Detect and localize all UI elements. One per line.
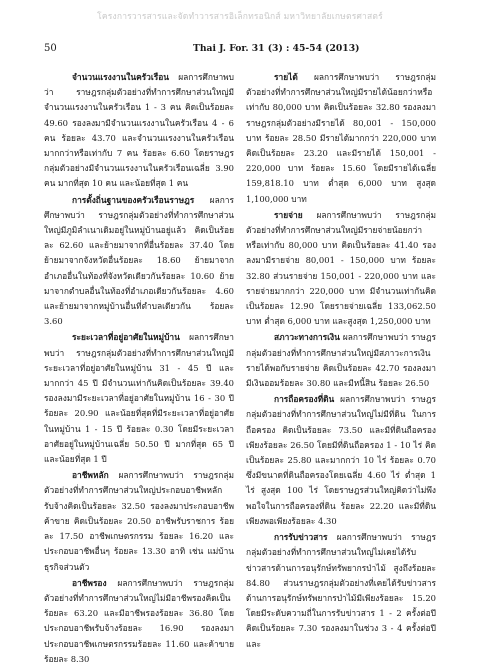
paragraph-heading: รายได้ bbox=[274, 72, 298, 82]
paragraph-body: ผลการศึกษาพบว่า ราษฎรกลุ่มตัวอย่างที่ทำการศึกษาส่วนใหญ่ไม่มีอาชีพรองคิดเป็นร้อยละ 63.20 และมีอาชีพรองร้อยละ 36.80 โดยประกอบอาชีพรับจ้างร้อยละ 16.90 รองลงมาประกอบอาชีพเกษตรกรรมร้อยละ 11.60 และค้าขายร้อยละ 8.30 bbox=[44, 577, 234, 664]
paragraph-body: ผลการศึกษาพบว่า ราษฎรกลุ่มตัวอย่างที่ทำการศึกษาส่วนใหญ่มีภูมิลำเนาเดิมอยู่ในหมู่บ้านอยู่แล้ว คิดเป็นร้อยละ 62.60 และย้ายมาจากที่อื่นร้อยละ 37.40 โดยย้ายมาจากจังหวัดอื่นร้อยละ 18.60 ย้ายมาจากอำเภออื่นในท้องที่จังหวัดเดียวกันร้อยละ 10.60 ย้ายมาจากตำบลอื่นในท้องที่อำเภอเดียวกันร้อยละ 4.60 และย้ายมาจากหมู่บ้านอื่นที่ตำบลเดียวกัน ร้อยละ 3.60 bbox=[44, 194, 234, 327]
paragraph-body: ผลการศึกษาพบว่า ราษฎรกลุ่มตัวอย่างที่ทำการศึกษาส่วนใหญ่ประกอบอาชีพหลักรับจ้างคิดเป็นร้อยละ 32.50 รองลงมาประกอบอาชีพค้าขาย คิดเป็นร้อยละ 20.50 อาชีพรับราชการ ร้อยละ 17.50 อาชีพเกษตรกรรม ร้อยละ 16.20 และประกอบอาชีพอื่นๆ ร้อยละ 13.30 อาทิ เช่น แม่บ้าน ธุรกิจส่วนตัว bbox=[44, 470, 234, 572]
paragraph-heading: การรับข่าวสาร bbox=[274, 532, 328, 543]
right-column bbox=[246, 70, 436, 653]
left-column bbox=[44, 70, 234, 668]
paragraph-heading: อาชีพรอง bbox=[72, 577, 107, 588]
paragraph-body: ผลการศึกษาพบว่า ราษฎรกลุ่มตัวอย่างที่ทำการศึกษาส่วนใหญ่ไม่มีที่ดิน ในการถือครอง คิดเป็นร้อยละ 73.50 และมีที่ดินถือครองเพียงร้อยละ 26.50 โดยมีที่ดินถือครอง 1 - 10 ไร่ คิดเป็นร้อยละ 25.80 และมากกว่า 10 ไร่ ร้อยละ 0.70 ซึ่งมีขนาดที่ดินถือครองโดยเฉลี่ย 4.60 ไร่ ต่ำสุด 1 ไร่ สูงสุด 100 ไร่ โดยราษฎรส่วนใหญ่คิดว่าไม่พึงพอใจในการถือครองที่ดิน ร้อยละ 22.20 และมีที่ดินเพียงพอเพียงร้อยละ 4.30 bbox=[246, 394, 436, 526]
paragraph-heading: อาชีพหลัก bbox=[72, 470, 109, 481]
paragraph-body: ผลการศึกษาพบว่า ราษฎรกลุ่มตัวอย่างที่ทำการศึกษาส่วนใหญ่มีจำนวนแรงงานในครัวเรือน 1 - 3 คน คิดเป็นร้อยละ 49.60 รองลงมามีจำนวนแรงงานในครัวเรือน 4 - 6 คน ร้อยละ 43.70 และจำนวนแรงงานในครัวเรือนมากกว่าหรือเท่ากับ 7 คน ร้อยละ 6.60 โดยราษฎรกลุ่มตัวอย่างมีจำนวนแรงงานในครัวเรือนเฉลี่ย 3.90 คน มากที่สุด 10 คน และน้อยที่สุด 1 คน bbox=[44, 72, 234, 189]
paragraph-settlement bbox=[44, 193, 234, 330]
paragraph-income bbox=[246, 70, 436, 207]
paragraph-body: ผลการศึกษาพบว่า ราษฎรกลุ่มตัวอย่างที่ทำการศึกษาส่วนใหญ่มีสภาวะการเงินรายได้พอกับรายจ่าย คิดเป็นร้อยละ 42.70 รองลงมามีเงินออมร้อยละ 30.80 และมีหนี้สิน ร้อยละ 26.50 bbox=[246, 332, 436, 389]
paragraph-main-occupation bbox=[44, 468, 234, 574]
paragraph-heading: จำนวนแรงงานในครัวเรือน bbox=[72, 72, 169, 82]
paragraph-body: ผลการศึกษาพบว่า ราษฎรกลุ่มตัวอย่างที่ทำการศึกษาส่วนใหญ่มีระยะเวลาที่อยู่อาศัยในหมู่บ้าน 31 - 45 ปี และมากกว่า 45 ปี มีจำนวนเท่ากันคิดเป็นร้อยละ 39.40 รองลงมามีระยะเวลาที่อยู่อาศัยในหมู่บ้าน 16 - 30 ปี ร้อยละ 20.90 และน้อยที่สุดที่มีระยะเวลาที่อยู่อาศัยในหมู่บ้าน 1 - 15 ปี ร้อยละ 0.30 โดยมีระยะเวลาอาศัยอยู่ในหมู่บ้านเฉลี่ย 50.50 ปี มากที่สุด 65 ปี และน้อยที่สุด 1 ปี bbox=[44, 332, 234, 465]
page-number: 50 bbox=[44, 43, 57, 54]
paragraph-body: ผลการศึกษาพบว่า ราษฎรกลุ่มตัวอย่างที่ทำการศึกษาส่วนใหญ่ไม่เคยได้รับข่าวสารด้านการอนุรักษ์ทรัพยากรป่าไม้ สูงถึงร้อยละ 84.80 ส่วนราษฎรกลุ่มตัวอย่างที่เคยได้รับข่าวสารด้านการอนุรักษ์ทรัพยากรป่าไม้มีเพียงร้อยละ 15.20 โดยมีระดับความถี่ในการรับข่าวสาร 1 - 2 ครั้งต่อปี คิดเป็นร้อยละ 7.30 รองลงมาในช่วง 3 - 4 ครั้งต่อปี และ bbox=[246, 532, 436, 649]
paragraph-heading: การตั้งถิ่นฐานของครัวเรือนราษฎร bbox=[72, 194, 195, 205]
paragraph-heading: รายจ่าย bbox=[274, 209, 303, 220]
journal-citation: Thai J. For. 31 (3) : 45-54 (2013) bbox=[193, 43, 360, 54]
paragraph-financial-status bbox=[246, 330, 436, 391]
paragraph-heading: การถือครองที่ดิน bbox=[274, 394, 335, 405]
paragraph-labor bbox=[44, 70, 234, 192]
paragraph-heading: ระยะเวลาที่อยู่อาศัยในหมู่บ้าน bbox=[72, 332, 180, 343]
paragraph-body: ผลการศึกษาพบว่า ราษฎรกลุ่มตัวอย่างที่ทำการศึกษาส่วนใหญ่มีรายจ่ายน้อยกว่า หรือเท่ากับ 80,000 บาท คิดเป็นร้อยละ 41.40 รองลงมามีรายจ่าย 80,001 - 150,000 บาท ร้อยละ 32.80 ส่วนรายจ่าย 150,001 - 220,000 บาท และรายจ่ายมากกว่า 220,000 บาท มีจำนวนเท่ากันคิดเป็นร้อยละ 12.90 โดยรายจ่ายเฉลี่ย 133,062.50 บาท ต่ำสุด 6,000 บาท และสูงสุด 1,250,000 บาท bbox=[246, 209, 436, 327]
paragraph-information-access bbox=[246, 530, 436, 652]
paragraph-land-holding bbox=[246, 392, 436, 529]
paragraph-body: ผลการศึกษาพบว่า ราษฎรกลุ่มตัวอย่างที่ทำการศึกษาส่วนใหญ่มีรายได้น้อยกว่าหรือเท่ากับ 80,000 บาท คิดเป็นร้อยละ 32.80 รองลงมาราษฎรกลุ่มตัวอย่างมีรายได้ 80,001 - 150,000 บาท ร้อยละ 28.50 มีรายได้มากกว่า 220,000 บาท คิดเป็นร้อยละ 23.20 และมีรายได้ 150,001 - 220,000 บาท ร้อยละ 15.60 โดยมีรายได้เฉลี่ย 159,818.10 บาท ต่ำสุด 6,000 บาท สูงสุด 1,100,000 บาท bbox=[246, 72, 436, 204]
page-header bbox=[0, 43, 480, 59]
paragraph-residence-duration bbox=[44, 330, 234, 467]
paragraph-secondary-occupation bbox=[44, 576, 234, 667]
paragraph-expenses bbox=[246, 208, 436, 330]
paragraph-heading: สภาวะทางการเงิน bbox=[274, 332, 340, 343]
watermark: โครงการวารสารและจัดทำวารสารอิเล็กทรอนิกส์ มหาวิทยาลัยเกษตรศาสตร์ bbox=[97, 12, 383, 22]
